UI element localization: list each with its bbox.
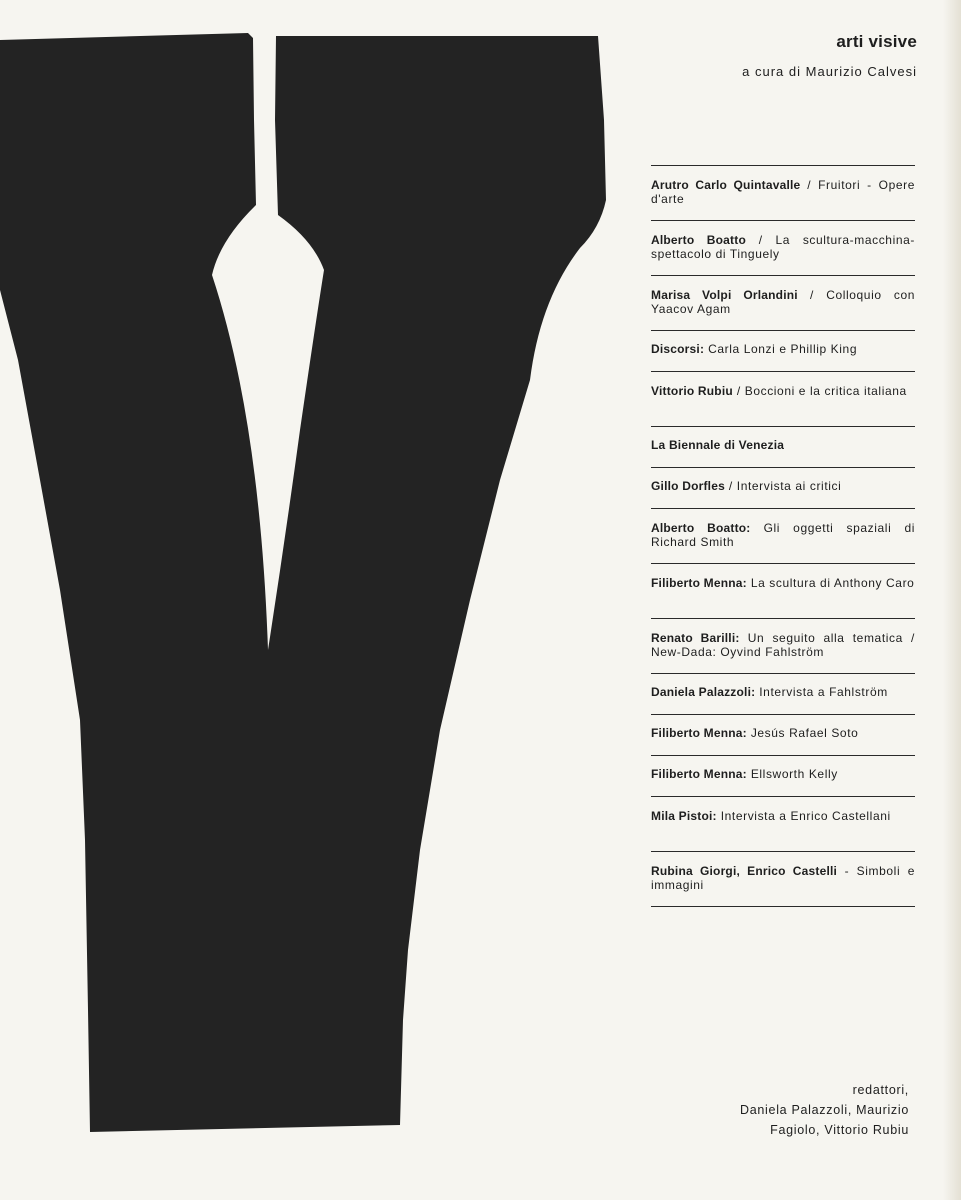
toc-title: Un seguito alla tematica / New-Dada: Oyvind Fahlström	[651, 631, 915, 659]
page-edge-shadow	[943, 0, 961, 1200]
toc-author: La Biennale di Venezia	[651, 438, 785, 452]
toc-author: Daniela Palazzoli:	[651, 685, 756, 699]
toc-title: La scultura di Anthony Caro	[750, 576, 915, 590]
toc-author: Filiberto Menna:	[651, 576, 747, 590]
toc-title: Intervista ai critici	[736, 479, 842, 493]
editors-names-line-1: Daniela Palazzoli, Maurizio	[740, 1103, 909, 1117]
toc-entry	[651, 165, 915, 220]
toc-title: La scultura-macchina-spettacolo di Tinguely	[651, 233, 915, 261]
toc-entry	[651, 275, 915, 330]
toc-title: Fruitori - Opere d'arte	[651, 178, 915, 206]
toc-entry	[651, 330, 915, 371]
toc-author: Arutro Carlo Quintavalle	[651, 178, 801, 192]
toc-entry	[651, 426, 915, 467]
toc-entry	[651, 618, 915, 673]
toc-author: Rubina Giorgi, Enrico Castelli	[651, 864, 838, 878]
toc-author: Gillo Dorfles	[651, 479, 725, 493]
toc-entry	[651, 673, 915, 714]
toc-title: Boccioni e la critica italiana	[744, 384, 907, 398]
section-header	[742, 32, 917, 79]
toc-separator	[751, 521, 764, 535]
toc-entry	[651, 796, 915, 851]
toc-entry	[651, 851, 915, 906]
toc-entry	[651, 371, 915, 426]
toc-entry	[651, 755, 915, 796]
editors-label: redattori,	[852, 1083, 909, 1097]
toc-separator	[740, 631, 748, 645]
editors-names-line-2: Fagiolo, Vittorio Rubiu	[770, 1123, 909, 1137]
toc-author: Vittorio Rubiu	[651, 384, 733, 398]
toc-entry	[651, 220, 915, 275]
letter-v-shape	[0, 33, 606, 1132]
toc-author: Marisa Volpi Orlandini	[651, 288, 798, 302]
toc-separator: /	[797, 288, 827, 302]
curator-line: a cura di Maurizio Calvesi	[742, 64, 917, 79]
toc-separator: /	[732, 384, 745, 398]
toc-bottom-rule	[651, 906, 915, 907]
toc-separator: /	[745, 233, 776, 247]
toc-title: Ellsworth Kelly	[750, 767, 838, 781]
toc-author: Alberto Boatto:	[651, 521, 751, 535]
toc-separator: -	[837, 864, 857, 878]
toc-title: Intervista a Fahlström	[759, 685, 888, 699]
toc-entry	[651, 467, 915, 508]
toc-author: Mila Pistoi:	[651, 809, 717, 823]
toc-title: Intervista a Enrico Castellani	[720, 809, 891, 823]
toc-title: Colloquio con Yaacov Agam	[651, 288, 915, 316]
editors-credit	[740, 1080, 909, 1140]
toc-title: Gli oggetti spaziali di Richard Smith	[651, 521, 915, 549]
toc-author: Renato Barilli:	[651, 631, 740, 645]
toc-title: Jesús Rafael Soto	[750, 726, 859, 740]
toc-author: Alberto Boatto	[651, 233, 746, 247]
toc-author: Filiberto Menna:	[651, 767, 747, 781]
toc-separator: /	[724, 479, 737, 493]
toc-author: Discorsi:	[651, 342, 705, 356]
toc-title: Carla Lonzi e Phillip King	[708, 342, 858, 356]
toc-entry	[651, 563, 915, 618]
toc-author: Filiberto Menna:	[651, 726, 747, 740]
section-title: arti visive	[836, 32, 917, 51]
toc-entry	[651, 508, 915, 563]
toc-entry	[651, 714, 915, 755]
toc-title: Simboli e immagini	[651, 864, 915, 892]
toc-separator: /	[800, 178, 819, 192]
table-of-contents	[651, 165, 915, 907]
